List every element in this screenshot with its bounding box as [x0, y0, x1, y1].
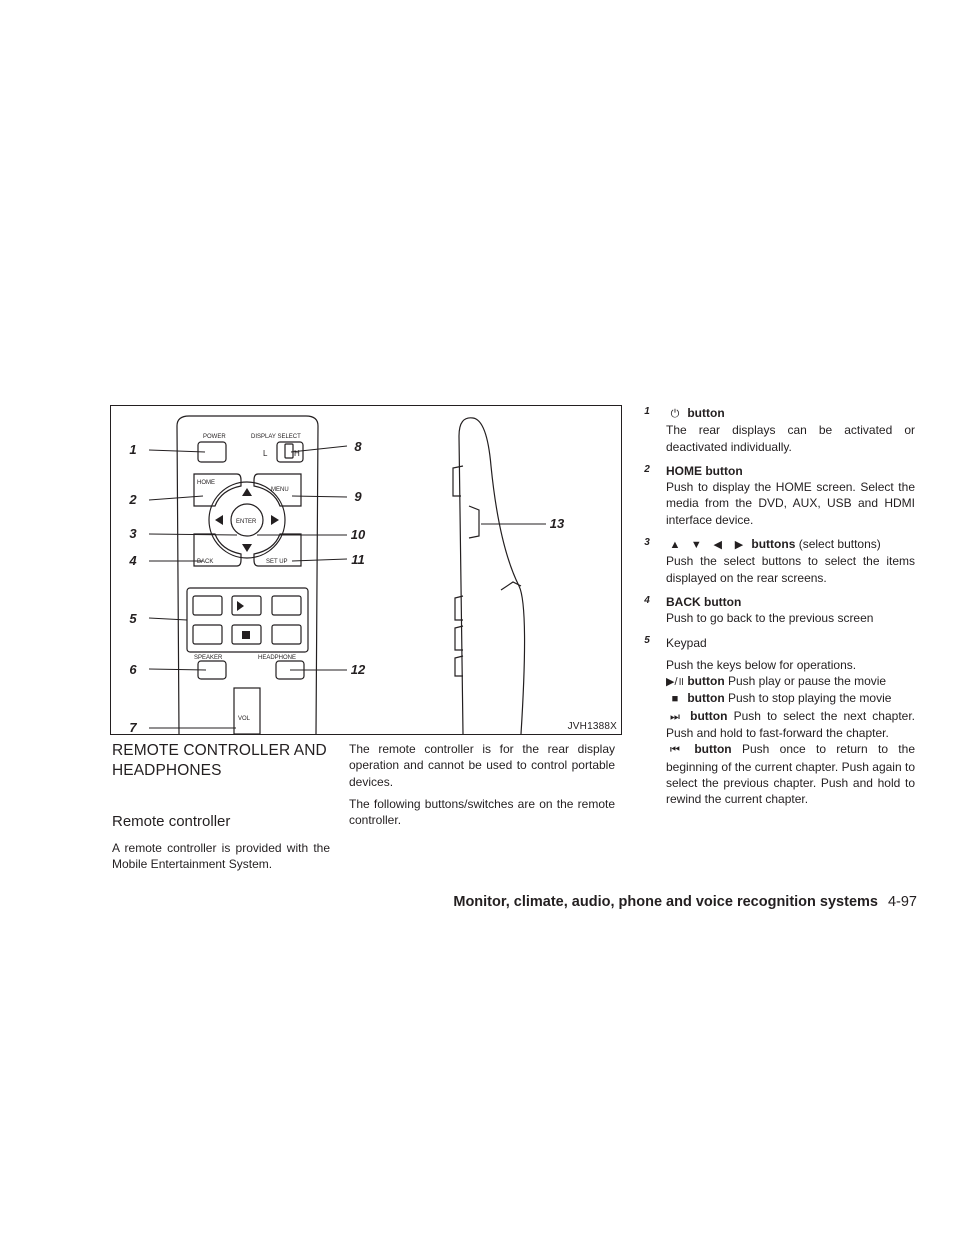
label-speaker: SPEAKER — [194, 655, 223, 661]
label-display-select: DISPLAY SELECT — [251, 434, 301, 440]
paragraph-1: The remote controller is for the rear display operation and cannot be used to control portable devices. — [349, 742, 615, 789]
item-title: button — [687, 406, 725, 420]
arrow-up-icon: ▲ — [669, 539, 681, 552]
intro-paragraph: A remote controller is provided with the Mobile Entertainment System. — [112, 841, 330, 872]
arrow-left-icon: ◀ — [713, 539, 722, 552]
button-list — [640, 405, 915, 816]
item-number: 4 — [644, 594, 650, 606]
item-number: 3 — [644, 536, 650, 548]
keypad-desc: Push to select the next chapter. Push and hold to fast-forward the chapter. — [666, 708, 916, 741]
callout-12: 12 — [350, 662, 366, 677]
label-l: L — [263, 449, 268, 458]
item-number: 5 — [644, 635, 650, 647]
item-1 — [640, 405, 915, 455]
item-desc: Push the select buttons to select the items displayed on the rear screens. — [666, 554, 915, 585]
label-vol: VOL — [238, 716, 251, 722]
keypad-row-stop — [666, 690, 915, 707]
callout-10: 10 — [350, 527, 366, 542]
item-title: BACK button — [666, 594, 742, 609]
remote-controller-figure — [110, 405, 622, 735]
label-h: H — [294, 449, 300, 458]
label-menu: MENU — [271, 487, 289, 493]
item-number: 2 — [644, 463, 650, 475]
item-title-suffix: (select buttons) — [798, 537, 881, 552]
callout-5: 5 — [129, 611, 137, 626]
item-5 — [640, 635, 915, 808]
item-number: 1 — [644, 405, 650, 417]
callout-4: 4 — [129, 553, 137, 568]
previous-chapter-icon: ⏮ — [670, 744, 680, 757]
item-desc: Push to go back to the previous screen — [666, 611, 874, 626]
keypad-button-label: button — [687, 691, 725, 706]
stop-icon: ■ — [671, 693, 679, 706]
keypad-row-play-pause — [666, 673, 915, 690]
page-footer — [453, 894, 917, 910]
item-title: Keypad — [666, 635, 707, 650]
footer-section: Monitor, climate, audio, phone and voice recognition systems — [453, 894, 878, 910]
keypad-row-previous — [666, 741, 915, 807]
label-setup: SET UP — [266, 559, 288, 565]
label-headphone: HEADPHONE — [258, 655, 297, 661]
paragraph-2: The following buttons/switches are on the remote controller. — [349, 796, 615, 828]
figure-code: JVH1388X — [567, 721, 617, 732]
callout-3: 3 — [129, 526, 137, 541]
item-2 — [640, 463, 915, 528]
arrow-down-icon: ▼ — [690, 539, 702, 552]
keypad-row-next — [666, 708, 915, 742]
callout-8: 8 — [354, 439, 362, 454]
keypad-button-label: button — [687, 674, 725, 689]
callout-11: 11 — [351, 552, 365, 567]
item-desc: The rear displays can be activated or deactivated individually. — [666, 423, 915, 454]
callout-9: 9 — [354, 489, 362, 504]
item-desc: Push to display the HOME screen. Select the media from the DVD, AUX, USB and HDMI interface device. — [666, 480, 915, 527]
callout-7: 7 — [129, 720, 137, 734]
next-chapter-icon: ⏭ — [670, 710, 680, 723]
column-2 — [349, 741, 615, 834]
item-3 — [640, 536, 915, 586]
play-pause-icon: ▶/॥ — [666, 676, 685, 689]
callout-1: 1 — [129, 442, 137, 457]
label-home: HOME — [197, 480, 215, 486]
item-desc: Push the keys below for operations. — [666, 657, 857, 672]
label-back: BACK — [197, 559, 214, 565]
page-number: 4-97 — [887, 894, 917, 910]
keypad-button-label: button — [694, 742, 732, 757]
section-subtitle: Remote controller — [112, 813, 231, 830]
label-enter: ENTER — [236, 519, 257, 525]
callout-2: 2 — [129, 492, 137, 507]
callout-13: 13 — [549, 516, 565, 531]
keypad-desc: Push to stop playing the movie — [728, 691, 892, 706]
label-power: POWER — [203, 434, 226, 440]
remote-illustration — [111, 406, 621, 734]
item-title: HOME button — [666, 463, 743, 478]
keypad-button-label: button — [690, 708, 728, 723]
keypad-desc: Push play or pause the movie — [728, 674, 887, 689]
keypad-desc: Push once to return to the beginning of the current chapter. Push again to select the previous chapter. Push and hold to rewind the current chapter. — [666, 742, 915, 807]
item-title: buttons — [751, 537, 796, 552]
power-icon: ⏻ — [670, 408, 680, 420]
callout-6: 6 — [129, 662, 137, 677]
item-4 — [640, 594, 915, 627]
arrow-right-icon: ▶ — [734, 539, 744, 552]
section-title: REMOTE CONTROLLER AND HEADPHONES — [112, 742, 327, 779]
